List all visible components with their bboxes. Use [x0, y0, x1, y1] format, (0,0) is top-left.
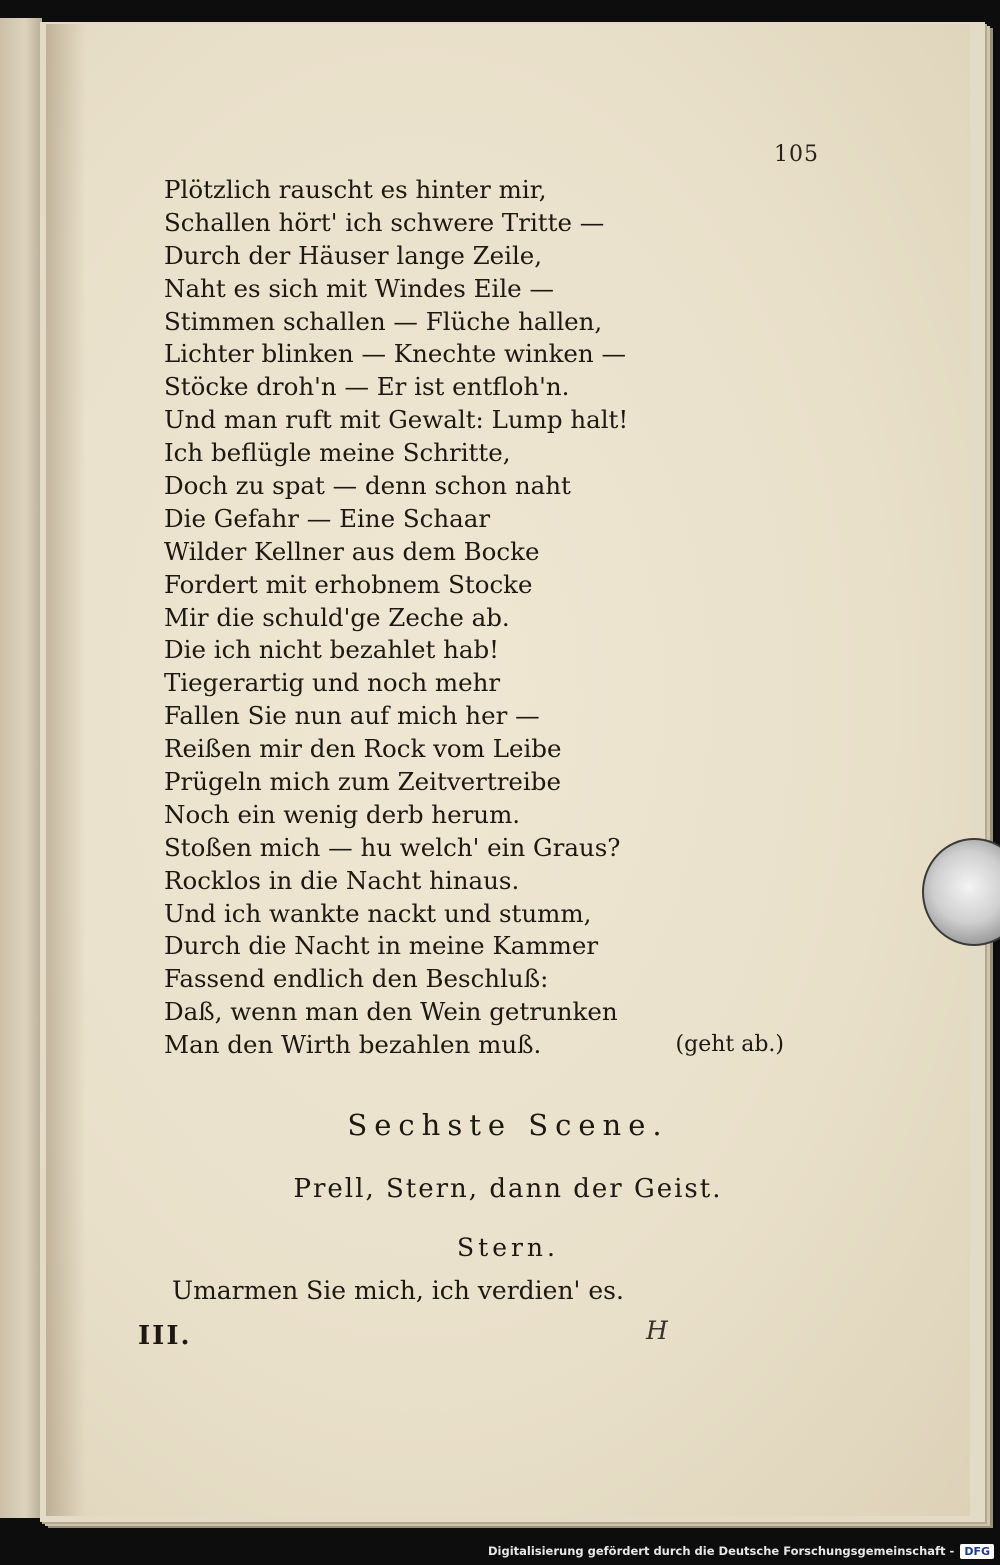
- verse-line: Fordert mit erhobnem Stocke: [164, 569, 533, 599]
- scene-heading: Sechste Scene.: [347, 1108, 669, 1142]
- verse-line: Schallen hört' ich schwere Tritte —: [164, 207, 605, 237]
- verse-line: Plötzlich rauscht es hinter mir,: [164, 175, 547, 204]
- verse-line: Stöcke droh'n — Er ist entfloh'n.: [164, 372, 570, 402]
- spine-shadow: [46, 24, 86, 1516]
- verse-line: Mir die schuld'ge Zeche ab.: [164, 602, 510, 632]
- verse-line: Die ich nicht bezahlet hab!: [164, 635, 499, 665]
- stage-direction: (geht ab.): [675, 1032, 784, 1058]
- speaker-name: Stern.: [457, 1233, 559, 1262]
- verse-line: Durch die Nacht in meine Kammer: [164, 931, 599, 961]
- verse-line: Stimmen schallen — Flüche hallen,: [164, 306, 603, 336]
- verse-line-last: [164, 1029, 784, 1062]
- verse-line: Stoßen mich — hu welch' ein Graus?: [164, 832, 621, 862]
- book-page: [46, 24, 970, 1516]
- verse-line: Wilder Kellner aus dem Bocke: [164, 536, 540, 566]
- verse-line: Tiegerartig und noch mehr: [164, 668, 501, 698]
- verse-line: Doch zu spat — denn schon naht: [164, 471, 571, 501]
- dfg-logo: DFG: [960, 1544, 994, 1559]
- verse-line: Reißen mir den Rock vom Leibe: [164, 734, 562, 764]
- custos-mark: H: [646, 1316, 668, 1345]
- verse-line: Ich beflügle meine Schritte,: [164, 438, 511, 468]
- facing-page-edge: [0, 18, 42, 1518]
- verse-line: Prügeln mich zum Zeitvertreibe: [164, 767, 561, 797]
- speech-line: Umarmen Sie mich, ich verdien' es.: [172, 1276, 624, 1305]
- verse-line: Lichter blinken — Knechte winken —: [164, 339, 626, 369]
- verse-line: Die Gefahr — Eine Schaar: [164, 503, 491, 533]
- verse-line: Rocklos in die Nacht hinaus.: [164, 865, 520, 895]
- verse-line-text: Man den Wirth bezahlen muß.: [164, 1030, 542, 1060]
- verse-line: Naht es sich mit Windes Eile —: [164, 273, 554, 303]
- verse-line: Noch ein wenig derb herum.: [164, 799, 521, 829]
- verse-line: Und man ruft mit Gewalt: Lump halt!: [164, 405, 629, 435]
- page-number: 105: [774, 142, 819, 167]
- verse-line: Und ich wankte nackt und stumm,: [164, 898, 592, 928]
- signature-mark: III.: [138, 1321, 192, 1351]
- footer-credit: Digitalisierung gefördert durch die Deutsche Forschungsgemeinschaft -: [487, 1544, 955, 1558]
- verse-line: Fallen Sie nun auf mich her —: [164, 701, 540, 731]
- verse-line: Durch der Häuser lange Zeile,: [164, 240, 543, 270]
- character-list: Prell, Stern, dann der Geist.: [293, 1174, 723, 1204]
- digitization-footer: [488, 1540, 994, 1562]
- verse-block: [164, 174, 784, 1062]
- verse-line: Daß, wenn man den Wein getrunken: [164, 997, 618, 1027]
- verse-line: Fassend endlich den Beschluß:: [164, 964, 549, 994]
